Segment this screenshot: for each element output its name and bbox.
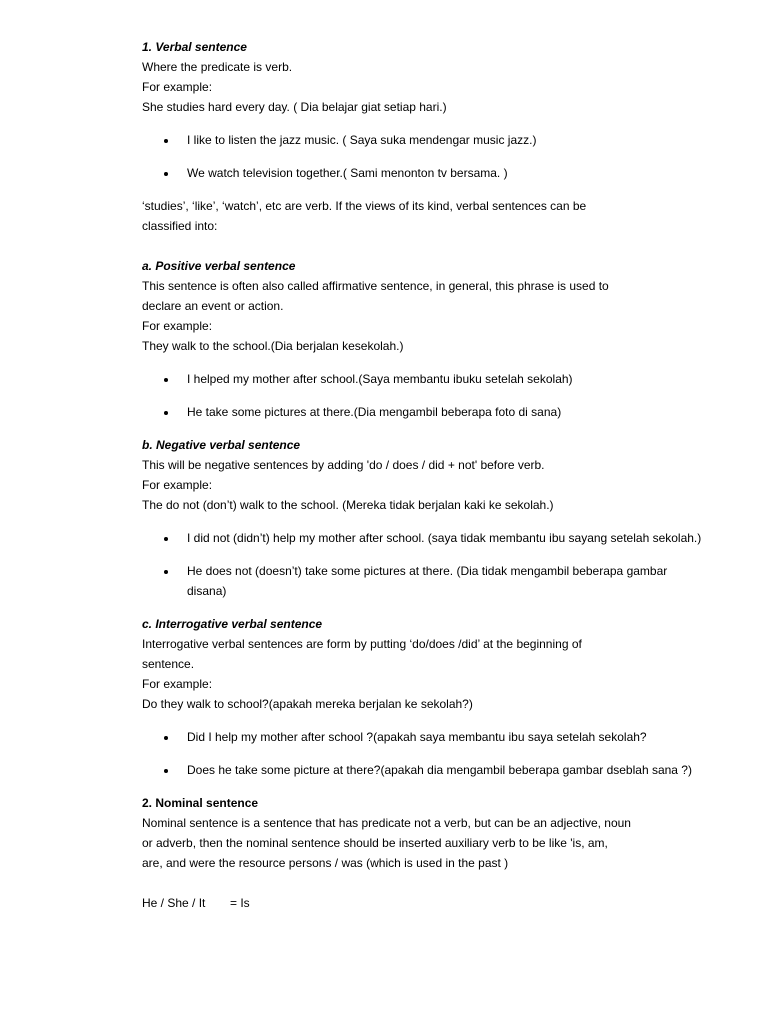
bullet-icon bbox=[164, 378, 168, 382]
section-1-example: She studies hard every day. ( Dia belajar giat setiap hari.) bbox=[142, 100, 447, 114]
section-1-note-cont: classified into: bbox=[142, 219, 218, 233]
list-item: He take some pictures at there.(Dia mengambil beberapa foto di sana) bbox=[142, 402, 768, 422]
bullet-icon bbox=[164, 411, 168, 415]
for-example-label: For example: bbox=[142, 478, 213, 492]
pronoun-rule-row bbox=[142, 893, 768, 913]
section-1-definition: Where the predicate is verb. bbox=[142, 60, 293, 74]
subsection-a-definition-cont: declare an event or action. bbox=[142, 299, 284, 313]
section-2-definition-end: are, and were the resource persons / was (which is used in the past ) bbox=[142, 856, 509, 870]
list-item: Did I help my mother after school ?(apakah saya membantu ibu saya setelah sekolah? bbox=[142, 727, 768, 747]
subsection-c-definition: Interrogative verbal sentences are form by putting ‘do/does /did’ at the beginning of bbox=[142, 637, 582, 651]
section-1-bullet-list bbox=[142, 130, 768, 183]
subsection-b-example: The do not (don’t) walk to the school. (Mereka tidak berjalan kaki ke sekolah.) bbox=[142, 498, 554, 512]
subsection-a-example: They walk to the school.(Dia berjalan kesekolah.) bbox=[142, 339, 404, 353]
for-example-label: For example: bbox=[142, 80, 213, 94]
subsection-c-title: c. Interrogative verbal sentence bbox=[142, 617, 323, 631]
list-item: I like to listen the jazz music. ( Saya suka mendengar music jazz.) bbox=[142, 130, 768, 150]
section-2-definition-cont: or adverb, then the nominal sentence should be inserted auxiliary verb to be like 'is, am, bbox=[142, 836, 608, 850]
bullet-icon bbox=[164, 139, 168, 143]
subsection-a-title: a. Positive verbal sentence bbox=[142, 259, 296, 273]
bullet-icon bbox=[164, 769, 168, 773]
bullet-icon bbox=[164, 736, 168, 740]
list-item: Does he take some picture at there?(apakah dia mengambil beberapa gambar dseblah sana ?) bbox=[142, 760, 768, 780]
section-2-definition: Nominal sentence is a sentence that has predicate not a verb, but can be an adjective, noun bbox=[142, 816, 631, 830]
subsection-c-bullet-list bbox=[142, 727, 768, 780]
section-1-title: 1. Verbal sentence bbox=[142, 40, 247, 54]
section-1-note: ‘studies’, ‘like’, ‘watch’, etc are verb. If the views of its kind, verbal sentences can be bbox=[142, 199, 587, 213]
pronoun-value: = Is bbox=[230, 896, 250, 910]
bullet-icon bbox=[164, 570, 168, 574]
subsection-a-definition: This sentence is often also called affirmative sentence, in general, this phrase is used to bbox=[142, 279, 609, 293]
for-example-label: For example: bbox=[142, 319, 213, 333]
subsection-b-definition: This will be negative sentences by adding 'do / does / did + not' before verb. bbox=[142, 458, 545, 472]
subsection-b-title: b. Negative verbal sentence bbox=[142, 438, 301, 452]
subsection-c-definition-cont: sentence. bbox=[142, 657, 195, 671]
list-item: I helped my mother after school.(Saya membantu ibuku setelah sekolah) bbox=[142, 369, 768, 389]
pronoun-label: He / She / It bbox=[142, 896, 206, 910]
subsection-a-bullet-list bbox=[142, 369, 768, 422]
bullet-icon bbox=[164, 537, 168, 541]
list-item: He does not (doesn’t) take some pictures at there. (Dia tidak mengambil beberapa gambar disana) bbox=[142, 561, 768, 601]
for-example-label: For example: bbox=[142, 677, 213, 691]
section-2-title: 2. Nominal sentence bbox=[142, 796, 259, 810]
bullet-icon bbox=[164, 172, 168, 176]
list-item: We watch television together.( Sami menonton tv bersama. ) bbox=[142, 163, 768, 183]
subsection-b-bullet-list bbox=[142, 528, 768, 601]
list-item: I did not (didn’t) help my mother after school. (saya tidak membantu ibu sayang setelah sekolah.) bbox=[142, 528, 768, 548]
subsection-c-example: Do they walk to school?(apakah mereka berjalan ke sekolah?) bbox=[142, 697, 473, 711]
